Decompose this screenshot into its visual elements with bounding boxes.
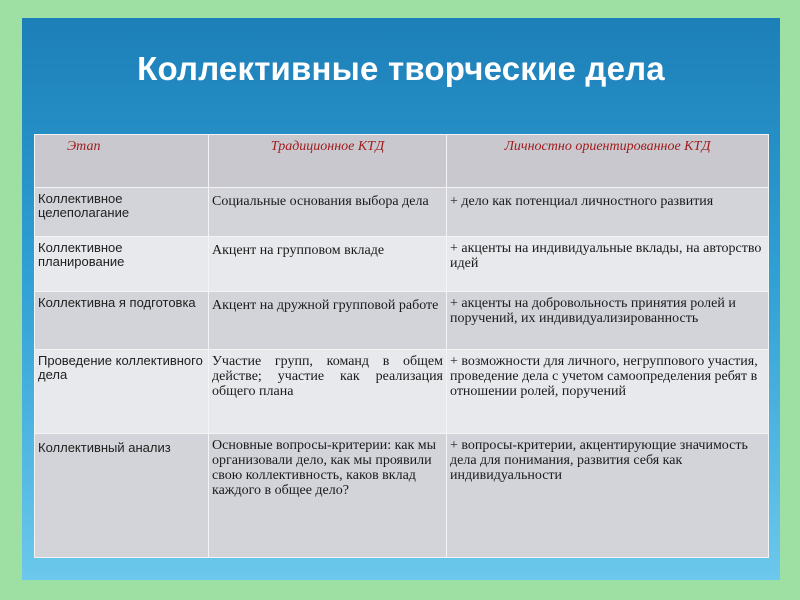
- personal-cell: + вопросы-критерии, акцентирующие значимость дела для понимания, развития себя как индивидуальности: [447, 434, 769, 558]
- header-stage: Этап: [35, 135, 209, 188]
- stage-cell: Коллективна я подготовка: [35, 292, 209, 350]
- stage-cell: Коллективное целеполагание: [35, 188, 209, 237]
- slide-title: Коллективные творческие дела: [137, 50, 665, 87]
- traditional-cell: Акцент на групповом вкладе: [209, 237, 447, 292]
- traditional-cell: Участие групп, команд в общем действе; участие как реализация общего плана: [209, 350, 447, 434]
- table-row: [35, 350, 769, 434]
- comparison-table: [34, 134, 769, 558]
- personal-cell: + акценты на добровольность принятия ролей и поручений, их индивидуализированность: [447, 292, 769, 350]
- table-row: [35, 292, 769, 350]
- stage-cell: Проведение коллективного дела: [35, 350, 209, 434]
- table-row: [35, 434, 769, 558]
- traditional-cell: Основные вопросы-критерии: как мы организовали дело, как мы проявили свою коллективность, каков вклад каждого в общее дело?: [209, 434, 447, 558]
- traditional-cell: Акцент на дружной групповой работе: [209, 292, 447, 350]
- personal-cell: + возможности для личного, негруппового участия, проведение дела с учетом самоопределения ребят в отношении ролей, поручений: [447, 350, 769, 434]
- stage-cell: Коллективный анализ: [35, 434, 209, 558]
- table-row: [35, 188, 769, 237]
- table-header-row: [35, 135, 769, 188]
- personal-cell: + дело как потенциал личностного развития: [447, 188, 769, 237]
- header-personal: Личностно ориентированное КТД: [447, 135, 769, 188]
- traditional-cell: Социальные основания выбора дела: [209, 188, 447, 237]
- stage-cell: Коллективное планирование: [35, 237, 209, 292]
- slide: [22, 18, 780, 580]
- table-row: [35, 237, 769, 292]
- personal-cell: + акценты на индивидуальные вклады, на авторство идей: [447, 237, 769, 292]
- header-traditional: Традиционное КТД: [209, 135, 447, 188]
